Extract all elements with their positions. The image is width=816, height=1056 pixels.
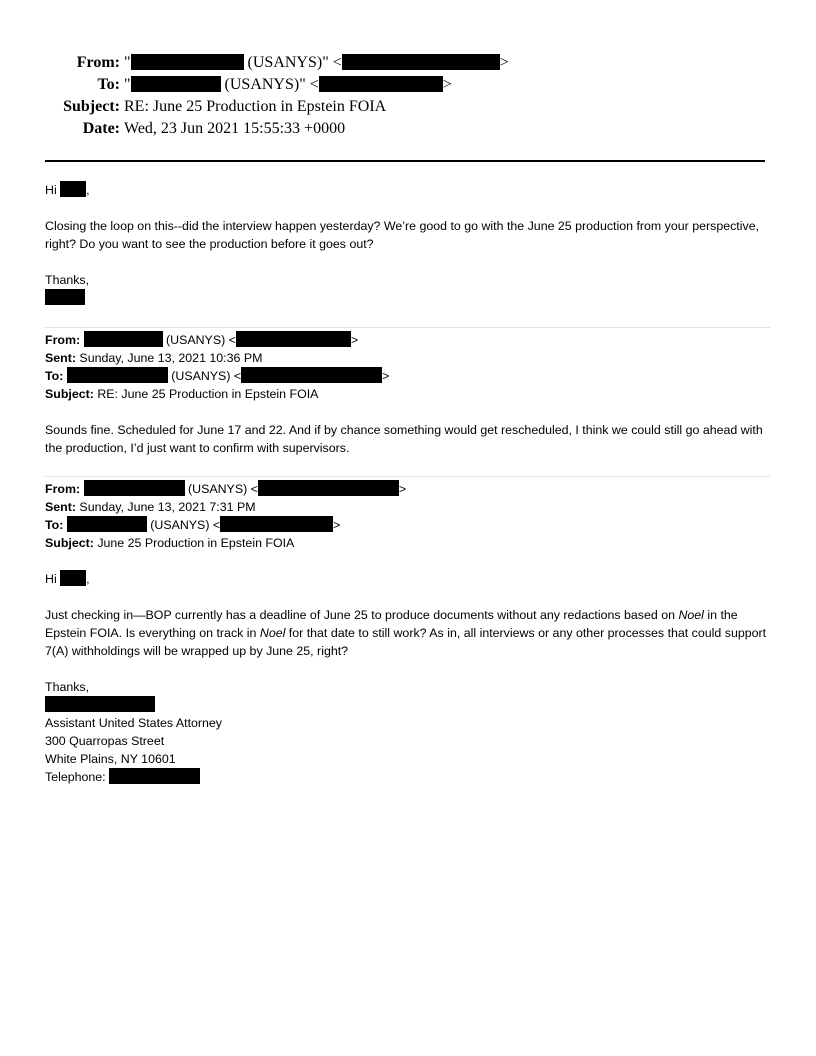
message3-to-suffix: (USANYS) <	[146, 518, 221, 532]
redaction-block	[60, 181, 86, 197]
case-name-italic: Noel	[678, 608, 704, 622]
message2-to-label: To:	[45, 369, 64, 383]
message3-sent-row	[45, 498, 256, 516]
message2-from-suffix: (USANYS) <	[162, 333, 236, 347]
case-name-italic: Noel	[259, 626, 286, 640]
signature-telephone	[45, 768, 200, 786]
message2-subject-row	[45, 385, 318, 403]
message-separator	[45, 476, 770, 477]
header-from-label: From:	[76, 54, 120, 71]
header-subject-value: RE: June 25 Production in Epstein FOIA	[124, 98, 387, 115]
signature-title: Assistant United States Attorney	[45, 716, 223, 730]
header-to-row	[0, 74, 452, 96]
message3-body-part: Just checking in—BOP currently has a deadline of June 25 to produce documents without any redactions based on	[45, 608, 679, 622]
message-separator	[45, 327, 770, 328]
redaction-block	[241, 367, 382, 383]
message2-sent-row	[45, 349, 262, 367]
message1-signature	[45, 289, 85, 307]
redaction-block	[109, 768, 200, 784]
greeting-text: Hi	[45, 183, 57, 197]
message2-from-close: >	[350, 333, 359, 347]
header-from-suffix: (USANYS)" <	[243, 54, 342, 71]
telephone-label: Telephone:	[45, 770, 110, 784]
header-date-label: Date:	[82, 120, 120, 137]
message2-body: Sounds fine. Scheduled for June 17 and 22. And if by chance something would get rescheduled, I think we could still go ahead with the production, I’d just want to confirm with supervisors.	[45, 423, 763, 455]
message3-from-label: From:	[45, 482, 81, 496]
header-from-row	[0, 52, 509, 74]
message3-greeting	[45, 570, 90, 588]
message2-from-label: From:	[45, 333, 81, 347]
message2-to-suffix: (USANYS) <	[167, 369, 242, 383]
redaction-block	[220, 516, 333, 532]
signature-address-line1: 300 Quarropas Street	[45, 734, 165, 748]
redaction-block	[67, 367, 168, 383]
message3-sent-label: Sent:	[45, 500, 76, 514]
header-subject-row	[0, 96, 386, 118]
message2-from-row	[45, 331, 358, 349]
message1-body: Closing the loop on this--did the interview happen yesterday? We’re good to go with the June 25 production from your perspective, right? Do you want to see the production before it goes out?	[45, 219, 760, 251]
header-from-close: >	[499, 54, 509, 71]
redaction-block	[319, 76, 443, 92]
greeting-comma: ,	[86, 572, 90, 586]
greeting-text: Hi	[45, 572, 57, 586]
message2-to-close: >	[382, 369, 390, 383]
message2-subject-value: RE: June 25 Production in Epstein FOIA	[93, 387, 319, 401]
greeting-comma: ,	[86, 183, 90, 197]
header-from-value	[120, 54, 509, 71]
header-to-quote: "	[124, 76, 131, 93]
message3-body	[45, 606, 770, 660]
redaction-block	[131, 76, 221, 92]
header-to-value	[120, 76, 452, 93]
message1-signoff: Thanks,	[45, 273, 90, 287]
signature-address-line2: White Plains, NY 10601	[45, 752, 176, 766]
redaction-block	[45, 696, 155, 712]
message2-sent-value: Sunday, June 13, 2021 10:36 PM	[75, 351, 263, 365]
message3-sent-value: Sunday, June 13, 2021 7:31 PM	[75, 500, 256, 514]
redaction-block	[236, 331, 351, 347]
message2-to-row	[45, 367, 389, 385]
redaction-block	[131, 54, 244, 70]
header-divider	[45, 160, 765, 162]
message3-subject-label: Subject:	[45, 536, 94, 550]
redaction-block	[84, 331, 163, 347]
message2-sent-label: Sent:	[45, 351, 76, 365]
header-date-value: Wed, 23 Jun 2021 15:55:33 +0000	[124, 120, 346, 137]
redaction-block	[258, 480, 399, 496]
header-from-quote: "	[124, 54, 131, 71]
message3-body-part: for that date to still work? As in, all interviews or any other processes that could support 7(A) withholdings will be wrapped up by June 25, right?	[45, 626, 767, 658]
message3-subject-value: June 25 Production in Epstein FOIA	[93, 536, 295, 550]
message2-subject-label: Subject:	[45, 387, 94, 401]
header-to-suffix: (USANYS)" <	[220, 76, 319, 93]
redaction-block	[342, 54, 500, 70]
message3-to-row	[45, 516, 340, 534]
message1-greeting	[45, 181, 90, 199]
redaction-block	[84, 480, 185, 496]
header-to-label: To:	[97, 76, 120, 93]
message3-to-close: >	[333, 518, 341, 532]
message3-from-suffix: (USANYS) <	[184, 482, 258, 496]
message3-from-close: >	[398, 482, 407, 496]
redaction-block	[45, 289, 85, 305]
message3-from-row	[45, 480, 406, 498]
redaction-block	[67, 516, 147, 532]
header-to-close: >	[442, 76, 452, 93]
message3-signature-name	[45, 696, 155, 714]
redaction-block	[60, 570, 86, 586]
message3-body-part: in the Epstein FOIA. Is everything on track in	[45, 608, 738, 640]
header-subject-label: Subject:	[63, 98, 120, 115]
message3-to-label: To:	[45, 518, 64, 532]
message3-signoff: Thanks,	[45, 680, 90, 694]
message3-subject-row	[45, 534, 294, 552]
header-date-row	[0, 118, 345, 140]
